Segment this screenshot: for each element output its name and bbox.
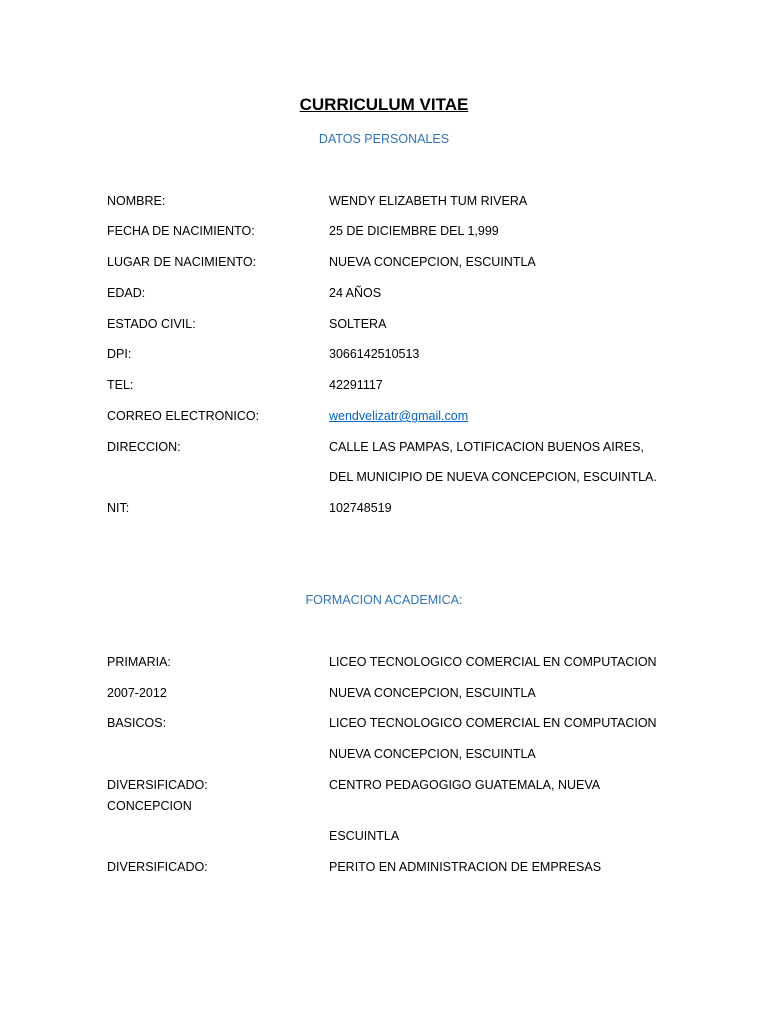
email-link[interactable]: wendvelizatr@gmail.com [329, 409, 469, 423]
birthplace-label: LUGAR DE NACIMIENTO: [107, 255, 257, 269]
basic-value: LICEO TECNOLOGICO COMERCIAL EN COMPUTACION [329, 716, 657, 730]
primary-years: 2007-2012 [107, 686, 167, 700]
primary-value: LICEO TECNOLOGICO COMERCIAL EN COMPUTACION [329, 655, 657, 669]
name-value: WENDY ELIZABETH TUM RIVERA [329, 194, 528, 208]
diversified-wrap: CONCEPCION [107, 799, 192, 813]
address-line-1: CALLE LAS PAMPAS, LOTIFICACION BUENOS AIRES, [329, 440, 644, 454]
diversified-location: ESCUINTLA [329, 829, 400, 843]
diversified-2-value: PERITO EN ADMINISTRACION DE EMPRESAS [329, 860, 602, 874]
primary-label: PRIMARIA: [107, 655, 171, 669]
address-line-2: DEL MUNICIPIO DE NUEVA CONCEPCION, ESCUINTLA. [329, 470, 657, 484]
primary-location: NUEVA CONCEPCION, ESCUINTLA [329, 686, 536, 700]
dpi-value: 3066142510513 [329, 347, 420, 361]
document-title: CURRICULUM VITAE [299, 95, 469, 114]
tel-label: TEL: [107, 378, 134, 392]
nit-value: 102748519 [329, 501, 392, 515]
dpi-label: DPI: [107, 347, 132, 361]
age-label: EDAD: [107, 286, 146, 300]
personal-data-heading: DATOS PERSONALES [318, 132, 450, 146]
civil-status-label: ESTADO CIVIL: [107, 317, 196, 331]
birthdate-value: 25 DE DICIEMBRE DEL 1,999 [329, 224, 499, 238]
education-heading: FORMACION ACADEMICA: [305, 593, 463, 607]
basic-label: BASICOS: [107, 716, 167, 730]
civil-status-value: SOLTERA [329, 317, 387, 331]
birthplace-value: NUEVA CONCEPCION, ESCUINTLA [329, 255, 536, 269]
basic-location: NUEVA CONCEPCION, ESCUINTLA [329, 747, 536, 761]
diversified-value: CENTRO PEDAGOGIGO GUATEMALA, NUEVA [329, 778, 601, 792]
age-value: 24 AÑOS [329, 286, 382, 300]
address-label: DIRECCION: [107, 440, 181, 454]
email-label: CORREO ELECTRONICO: [107, 409, 260, 423]
tel-value: 42291117 [329, 378, 383, 392]
birthdate-label: FECHA DE NACIMIENTO: [107, 224, 255, 238]
name-label: NOMBRE: [107, 194, 166, 208]
diversified-label: DIVERSIFICADO: [107, 778, 208, 792]
diversified-2-label: DIVERSIFICADO: [107, 860, 208, 874]
nit-label: NIT: [107, 501, 130, 515]
